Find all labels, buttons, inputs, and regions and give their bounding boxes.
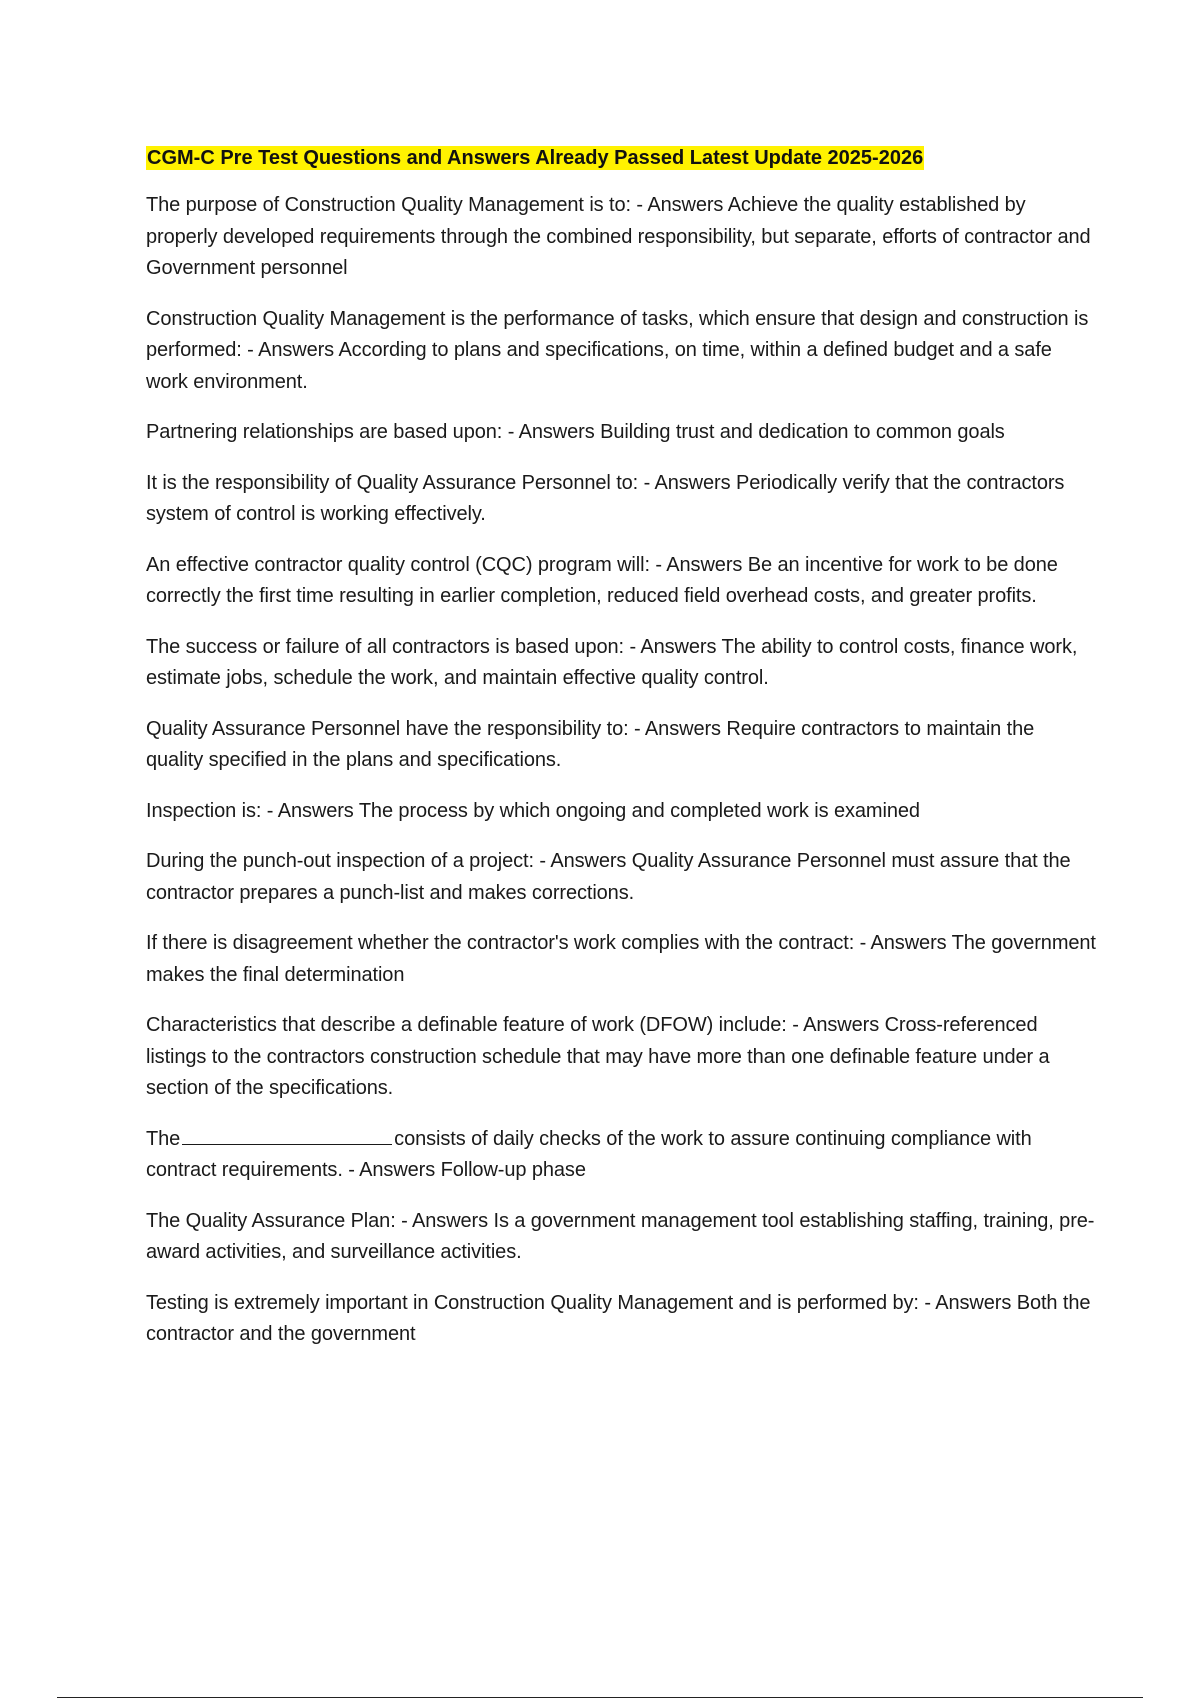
- answer-text: Follow-up phase: [440, 1159, 586, 1181]
- answer-text: Quality Assurance Personnel must assure that the contractor prepares a punch-list and makes corrections.: [146, 850, 1071, 904]
- qa-item: [146, 1010, 1096, 1105]
- qa-item: [146, 632, 1096, 695]
- answer-separator: - Answers: [628, 717, 727, 740]
- answer-text: Is a government management tool establishing staffing, training, pre-award activities, and surveillance activities.: [146, 1209, 1095, 1263]
- question-text: An effective contractor quality control (CQC) program will:: [146, 553, 650, 576]
- answer-separator: - Answers: [649, 553, 748, 576]
- answer-separator: - Answers: [395, 1209, 494, 1232]
- answer-text: Achieve the quality established by properly developed requirements through the combined responsibility, but separate, efforts of contractor and Government personnel: [146, 194, 1091, 279]
- answer-separator: - Answers: [638, 471, 736, 494]
- question-trail-text: consists of daily checks of the work to assure continuing compliance with contract requirements.: [146, 1127, 1032, 1181]
- answer-text: Cross-referenced listings to the contractors construction schedule that may have more than one definable feature under a section of the specifications.: [146, 1014, 1050, 1099]
- answer-separator: - Answers: [533, 850, 632, 872]
- question-text: Testing is extremely important in Construction Quality Management and is performed by:: [146, 1291, 919, 1314]
- answer-separator: - Answers: [786, 1014, 885, 1036]
- qa-item: [146, 846, 1096, 909]
- qa-item: [146, 1206, 1096, 1269]
- question-text: Characteristics that describe a definable feature of work (DFOW) include:: [146, 1014, 787, 1036]
- question-text: The Quality Assurance Plan:: [146, 1209, 396, 1232]
- title-wrap: [146, 144, 1096, 173]
- qa-item: [146, 417, 1096, 449]
- answer-text: Periodically verify that the contractors system of control is working effectively.: [146, 471, 1065, 525]
- question-text: During the punch-out inspection of a project:: [146, 850, 534, 872]
- answer-text: The ability to control costs, finance work, estimate jobs, schedule the work, and maintain effective quality control.: [146, 635, 1078, 689]
- answer-text: The government makes the final determination: [146, 932, 1096, 986]
- answer-separator: - Answers: [502, 421, 601, 443]
- blank-line: [182, 1126, 392, 1145]
- answer-separator: - Answers: [261, 799, 359, 822]
- question-text: Quality Assurance Personnel have the responsibility to:: [146, 717, 629, 740]
- qa-item: [146, 304, 1096, 399]
- question-text: Inspection is:: [146, 799, 262, 822]
- qa-item: [146, 928, 1096, 991]
- answer-separator: - Answers: [241, 339, 339, 361]
- answer-text: The process by which ongoing and completed work is examined: [358, 799, 920, 822]
- answer-separator: - Answers: [342, 1159, 441, 1181]
- question-text: The success or failure of all contractors is based upon:: [146, 635, 624, 658]
- qa-item-fill-blank: [146, 1124, 1096, 1187]
- answer-text: Both the contractor and the government: [146, 1291, 1091, 1345]
- qa-item: [146, 796, 1096, 828]
- answer-text: Building trust and dedication to common goals: [600, 421, 1005, 443]
- answer-separator: - Answers: [623, 635, 722, 658]
- question-text: Construction Quality Management is the performance of tasks, which ensure that design and construction is performed:: [146, 307, 1089, 361]
- qa-item: [146, 1288, 1096, 1351]
- answer-separator: - Answers: [918, 1291, 1017, 1314]
- qa-item: [146, 190, 1096, 285]
- qa-item: [146, 714, 1096, 777]
- question-lead-text: The: [146, 1127, 181, 1150]
- question-text: The purpose of Construction Quality Management is to:: [146, 194, 631, 216]
- question-text: Partnering relationships are based upon:: [146, 421, 503, 443]
- answer-text: Be an incentive for work to be done correctly the first time resulting in earlier completion, reduced field overhead costs, and greater profits.: [146, 553, 1058, 607]
- qa-item: [146, 468, 1096, 531]
- answer-text: According to plans and specifications, on time, within a defined budget and a safe work environment.: [146, 339, 1052, 393]
- answer-separator: - Answers: [854, 932, 952, 954]
- question-text: It is the responsibility of Quality Assurance Personnel to:: [146, 471, 639, 494]
- footer-rule: [57, 1697, 1143, 1698]
- document-page: [146, 144, 1096, 1370]
- document-title: CGM-C Pre Test Questions and Answers Already Passed Latest Update 2025-2026: [147, 147, 924, 169]
- answer-text: Require contractors to maintain the quality specified in the plans and specifications.: [146, 717, 1035, 771]
- question-text: If there is disagreement whether the contractor's work complies with the contract:: [146, 932, 855, 954]
- answer-separator: - Answers: [630, 194, 728, 216]
- qa-item: [146, 550, 1096, 613]
